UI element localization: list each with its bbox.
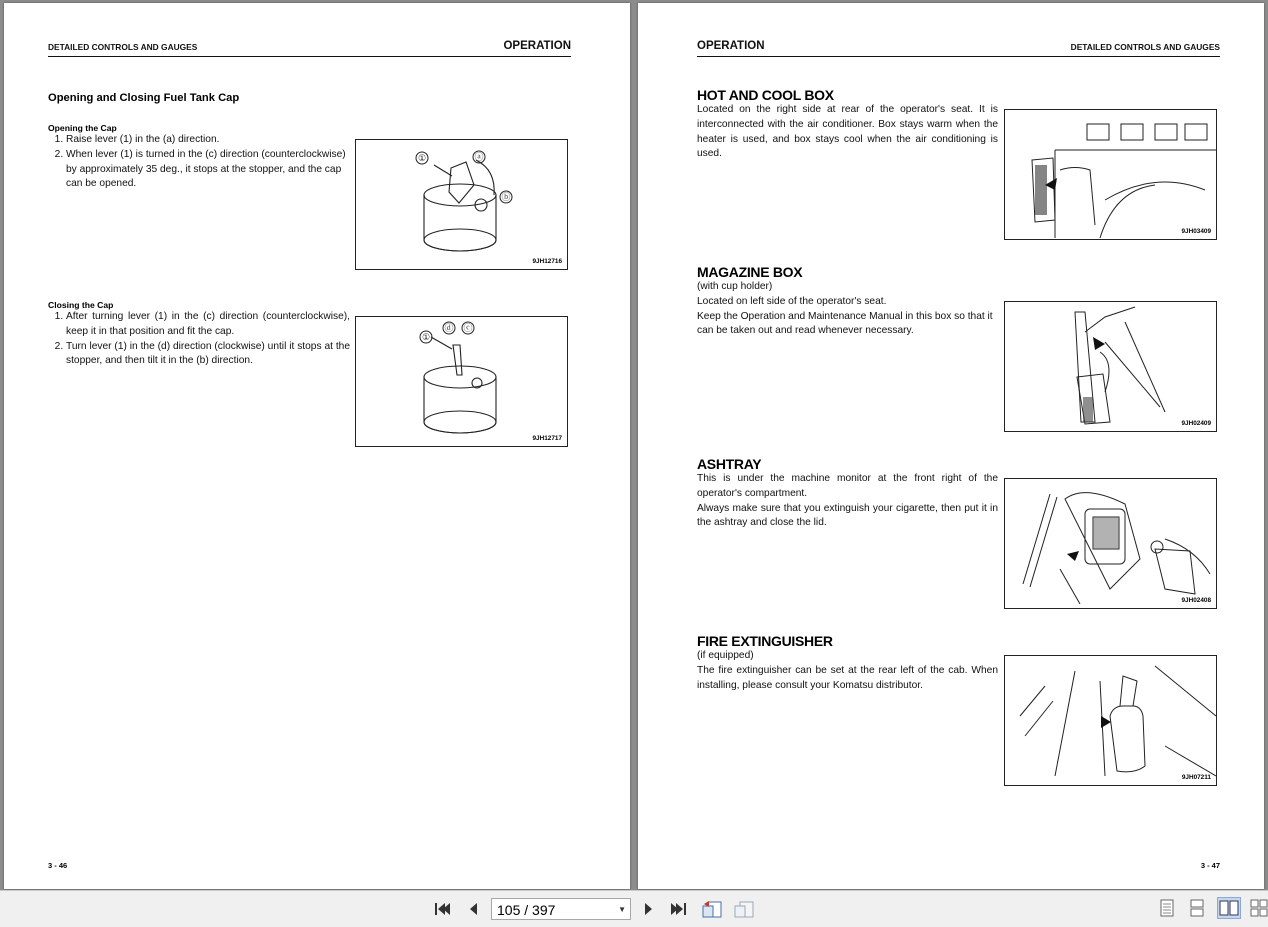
fire-extinguisher-figure: [1004, 655, 1217, 786]
go-back-view-button[interactable]: [700, 897, 724, 921]
page-number: 3 - 46: [48, 861, 68, 870]
first-page-icon: [433, 901, 451, 917]
figure-code: 9JH12716: [532, 258, 562, 265]
ashtray-figure: [1004, 478, 1217, 609]
next-page-button[interactable]: [637, 897, 661, 921]
section-title: HOT AND COOL BOX: [697, 87, 834, 103]
paragraph: Located on the right side at rear of the operator's seat. It is interconnected with the air conditioner. Box stays warm when the heater is used, and box stays cool when the air conditioning is used.: [697, 104, 998, 160]
right-page: [638, 3, 1264, 889]
next-page-icon: [642, 901, 656, 917]
fuel-cap-drawing: [356, 317, 567, 446]
facing-view-icon: [1219, 899, 1239, 917]
list-item: 2. When lever (1) is turned in the (c) direction (counterclockwise) by approximately 35 deg., it stops at the stopper, and the cap can be opened.: [66, 148, 350, 192]
header-right: DETAILED CONTROLS AND GAUGES: [1070, 42, 1220, 52]
page-number: 3 - 47: [1200, 861, 1220, 870]
section-title: FIRE EXTINGUISHER: [697, 633, 833, 649]
figure-code: 9JH02408: [1181, 597, 1211, 604]
figure-code: 9JH03409: [1181, 228, 1211, 235]
previous-page-icon: [466, 901, 480, 917]
fuel-cap-closing-figure: [355, 316, 568, 447]
continuous-view-icon: [1189, 899, 1205, 917]
label-1: ①: [417, 153, 427, 163]
go-forward-view-icon: [733, 899, 755, 919]
paragraph: Located on left side of the operator's seat.: [697, 295, 887, 307]
page-header: [697, 36, 1220, 57]
opening-steps: [48, 133, 350, 192]
closing-steps: [48, 310, 350, 369]
continuous-facing-view-button[interactable]: [1247, 897, 1268, 919]
section-title: MAGAZINE BOX: [697, 264, 803, 280]
paragraph: Always make sure that you extinguish your cigarette, then put it in the ashtray and close the lid.: [697, 502, 998, 529]
paragraph: This is under the machine monitor at the front right of the operator's compartment.: [697, 473, 998, 499]
section-body: [697, 472, 998, 531]
facing-view-button[interactable]: [1217, 897, 1241, 919]
go-back-view-icon: [701, 899, 723, 919]
section-body: [697, 649, 998, 693]
ashtray-drawing: [1005, 479, 1216, 608]
label-d: ⓓ: [444, 323, 454, 333]
list-item: 1. After turning lever (1) in the (c) direction (counterclockwise), keep it in that position and fit the cap.: [66, 310, 350, 340]
list-item: 2. Turn lever (1) in the (d) direction (clockwise) until it stops at the stopper, and then tilt it in the (b) direction.: [66, 340, 350, 370]
section-body: [697, 103, 998, 162]
last-page-icon: [670, 901, 688, 917]
paragraph: The fire extinguisher can be set at the rear left of the cab. When installing, please consult your Komatsu distributor.: [697, 664, 998, 691]
viewer-toolbar: [0, 890, 1268, 927]
opening-heading: Opening the Cap: [48, 123, 117, 133]
continuous-facing-view-icon: [1250, 899, 1268, 917]
continuous-view-button[interactable]: [1185, 897, 1209, 919]
section-title: ASHTRAY: [697, 456, 762, 472]
go-forward-view-button[interactable]: [732, 897, 756, 921]
page-number-input[interactable]: [491, 898, 631, 920]
label-a: ⓐ: [474, 152, 484, 162]
first-page-button[interactable]: [430, 897, 454, 921]
label-c: ⓒ: [463, 323, 473, 333]
list-item: 1. Raise lever (1) in the (a) direction.: [66, 133, 350, 148]
section-subtitle: (if equipped): [697, 650, 754, 661]
page-indicator: 105 / 397: [497, 902, 556, 918]
hot-cool-box-drawing: [1005, 110, 1216, 239]
label-1: ①: [421, 332, 431, 342]
previous-page-button[interactable]: [461, 897, 485, 921]
paragraph: Keep the Operation and Maintenance Manual in this box so that it can be taken out and read whenever necessary.: [697, 310, 993, 337]
chevron-down-icon[interactable]: ▼: [618, 905, 626, 914]
section-body: [697, 280, 998, 339]
last-page-button[interactable]: [667, 897, 691, 921]
fire-extinguisher-drawing: [1005, 656, 1216, 785]
magazine-box-drawing: [1005, 302, 1216, 431]
closing-heading: Closing the Cap: [48, 300, 114, 310]
single-page-view-icon: [1159, 899, 1175, 917]
hot-cool-box-figure: [1004, 109, 1217, 240]
left-page: [4, 3, 630, 889]
header-left: OPERATION: [697, 40, 765, 52]
section-subtitle: (with cup holder): [697, 281, 773, 292]
figure-code: 9JH02409: [1181, 420, 1211, 427]
single-page-view-button[interactable]: [1155, 897, 1179, 919]
magazine-box-figure: [1004, 301, 1217, 432]
page-header: [48, 36, 571, 57]
figure-code: 9JH07211: [1181, 774, 1211, 781]
label-b: ⓑ: [501, 192, 511, 202]
section-title: Opening and Closing Fuel Tank Cap: [48, 92, 240, 104]
header-left: DETAILED CONTROLS AND GAUGES: [48, 42, 198, 52]
header-right: OPERATION: [503, 40, 571, 52]
figure-code: 9JH12717: [532, 435, 562, 442]
fuel-cap-opening-figure: [355, 139, 568, 270]
fuel-cap-drawing: [356, 140, 567, 269]
